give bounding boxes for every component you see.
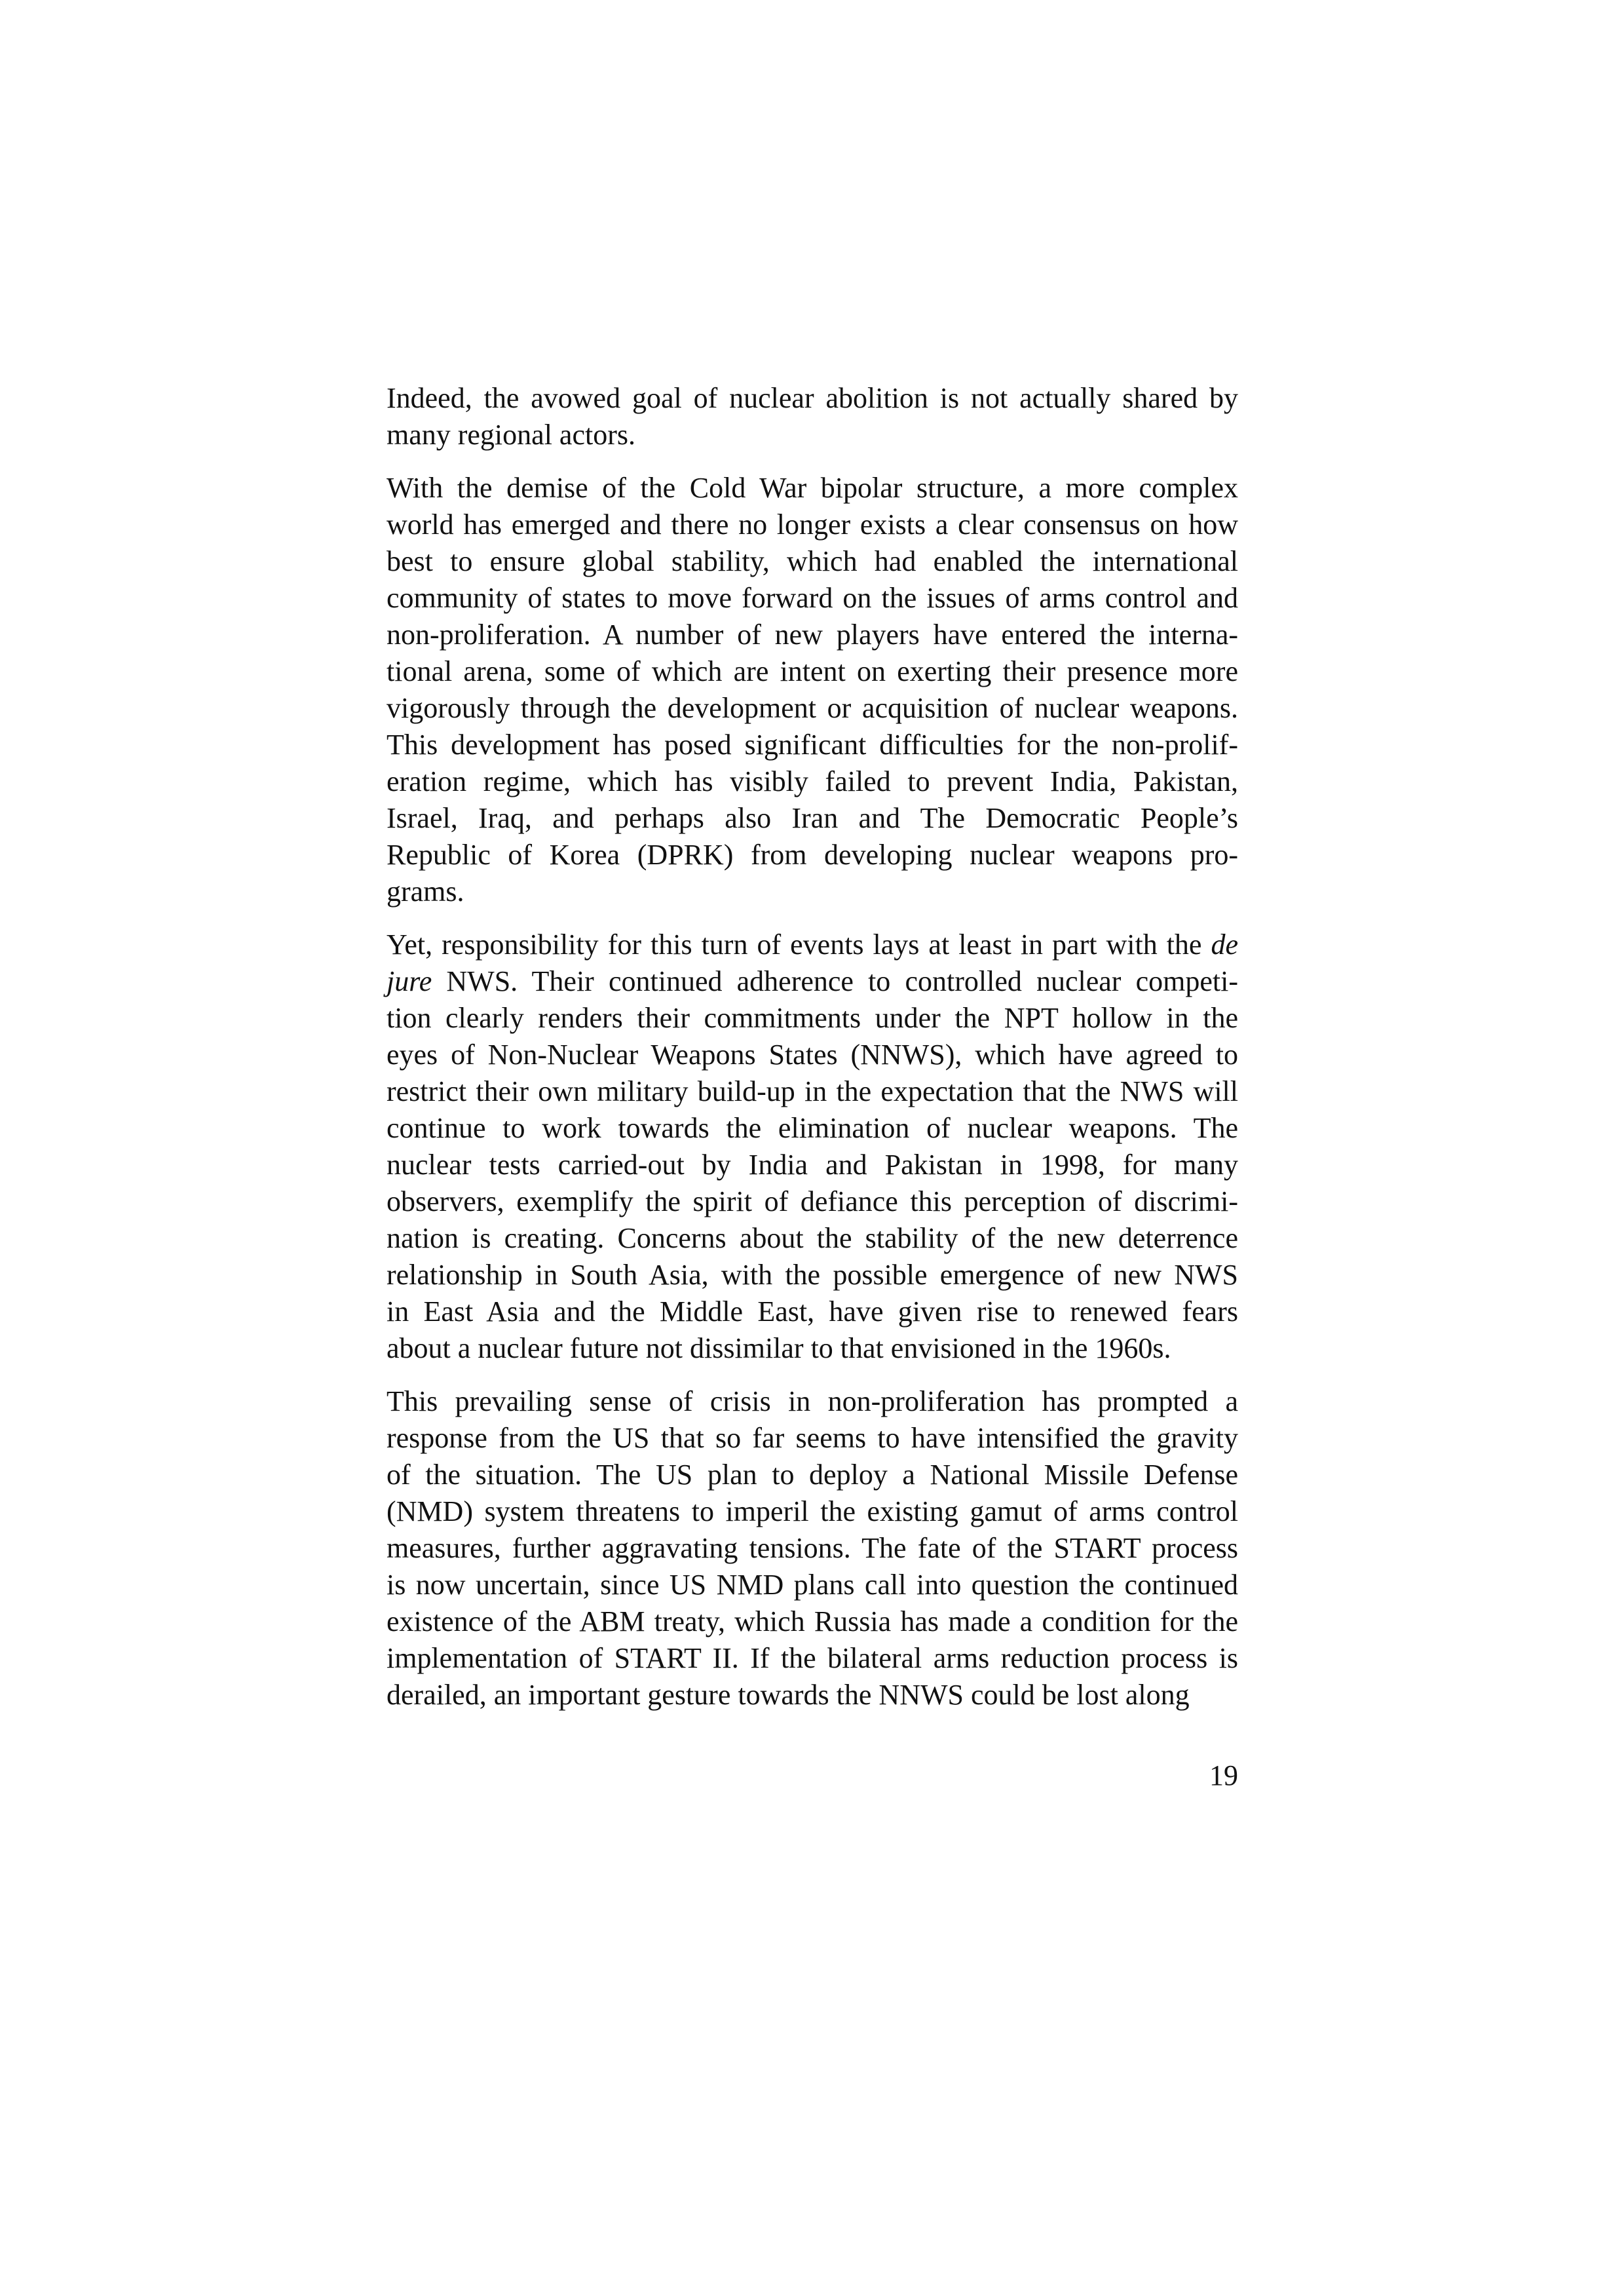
text-segment: Republic of Korea (DPRK) from developing nuclear weapons pro-	[387, 839, 1238, 871]
text-segment: eration regime, which has visibly failed to prevent India, Pakistan,	[387, 765, 1238, 797]
paragraph	[387, 380, 1238, 453]
text-line	[387, 507, 1238, 543]
text-line	[387, 1493, 1238, 1530]
text-line	[387, 1640, 1238, 1677]
text-segment: This development has posed significant difficulties for the non-prolif-	[387, 729, 1238, 761]
text-line	[387, 653, 1238, 690]
text-segment: about a nuclear future not dissimilar to that envisioned in the 1960s.	[387, 1332, 1171, 1364]
text-line	[387, 1147, 1238, 1183]
text-line	[387, 1220, 1238, 1257]
text-segment: Yet, responsibility for this turn of events lays at least in part with the	[387, 928, 1211, 961]
text-line	[387, 837, 1238, 873]
text-line	[387, 1183, 1238, 1220]
text-segment: eyes of Non-Nuclear Weapons States (NNWS), which have agreed to	[387, 1039, 1238, 1071]
paragraph	[387, 470, 1238, 910]
text-segment: observers, exemplify the spirit of defiance this perception of discrimi-	[387, 1185, 1238, 1217]
text-segment: relationship in South Asia, with the possible emergence of new NWS	[387, 1259, 1238, 1291]
text-line	[387, 963, 1238, 1000]
text-segment: Indeed, the avowed goal of nuclear abolition is not actually shared by	[387, 382, 1238, 414]
text-segment: response from the US that so far seems to have intensified the gravity	[387, 1422, 1238, 1454]
italic-text-segment: de	[1211, 928, 1238, 961]
text-line	[387, 1110, 1238, 1147]
text-line	[387, 800, 1238, 837]
text-line	[387, 380, 1238, 417]
text-segment: tion clearly renders their commitments under the NPT hollow in the	[387, 1002, 1238, 1034]
text-line	[387, 1257, 1238, 1293]
text-line	[387, 1330, 1238, 1367]
text-segment: of the situation. The US plan to deploy a National Missile Defense	[387, 1459, 1238, 1491]
text-line	[387, 1293, 1238, 1330]
italic-text-segment: jure	[387, 965, 432, 997]
text-segment: nuclear tests carried-out by India and Pakistan in 1998, for many	[387, 1149, 1238, 1181]
text-segment: is now uncertain, since US NMD plans call into question the continued	[387, 1569, 1238, 1601]
text-line	[387, 690, 1238, 727]
text-segment: (NMD) system threatens to imperil the existing gamut of arms control	[387, 1495, 1238, 1527]
text-line	[387, 1383, 1238, 1420]
text-line	[387, 1677, 1238, 1713]
paragraph	[387, 927, 1238, 1367]
paragraph	[387, 1383, 1238, 1713]
text-segment: measures, further aggravating tensions. The fate of the START process	[387, 1532, 1238, 1564]
text-line	[387, 873, 1238, 910]
text-line	[387, 727, 1238, 763]
text-segment: implementation of START II. If the bilateral arms reduction process is	[387, 1642, 1238, 1674]
text-segment: restrict their own military build-up in the expectation that the NWS will	[387, 1075, 1238, 1107]
text-segment: in East Asia and the Middle East, have given rise to renewed fears	[387, 1295, 1238, 1328]
text-line	[387, 1530, 1238, 1567]
text-segment: many regional actors.	[387, 419, 635, 451]
text-line	[387, 417, 1238, 453]
text-segment: grams.	[387, 875, 464, 908]
text-segment: community of states to move forward on the issues of arms control and	[387, 582, 1238, 614]
text-segment: nation is creating. Concerns about the stability of the new deterrence	[387, 1222, 1238, 1254]
text-segment: derailed, an important gesture towards the NNWS could be lost along	[387, 1679, 1190, 1711]
text-line	[387, 1000, 1238, 1037]
text-segment: best to ensure global stability, which had enabled the international	[387, 545, 1238, 577]
text-line	[387, 580, 1238, 617]
body-text	[387, 380, 1238, 1713]
text-segment: non-proliferation. A number of new players have entered the interna-	[387, 619, 1238, 651]
text-line	[387, 1603, 1238, 1640]
text-segment: world has emerged and there no longer exists a clear consensus on how	[387, 508, 1238, 541]
text-line	[387, 1420, 1238, 1457]
text-segment: existence of the ABM treaty, which Russia has made a condition for the	[387, 1605, 1238, 1637]
text-segment: This prevailing sense of crisis in non-proliferation has prompted a	[387, 1385, 1238, 1417]
text-line	[387, 617, 1238, 653]
text-segment: tional arena, some of which are intent on exerting their presence more	[387, 655, 1238, 687]
page-number: 19	[1209, 1759, 1238, 1791]
text-line	[387, 1567, 1238, 1603]
text-line	[387, 927, 1238, 963]
text-segment: NWS. Their continued adherence to controlled nuclear competi-	[432, 965, 1238, 997]
text-segment: Israel, Iraq, and perhaps also Iran and The Democratic People’s	[387, 802, 1238, 834]
text-segment: With the demise of the Cold War bipolar structure, a more complex	[387, 472, 1238, 504]
text-line	[387, 1073, 1238, 1110]
text-line	[387, 1037, 1238, 1073]
text-line	[387, 543, 1238, 580]
text-line	[387, 763, 1238, 800]
text-line	[387, 1457, 1238, 1493]
text-line	[387, 470, 1238, 507]
text-segment: vigorously through the development or acquisition of nuclear weapons.	[387, 692, 1238, 724]
text-segment: continue to work towards the elimination of nuclear weapons. The	[387, 1112, 1238, 1144]
